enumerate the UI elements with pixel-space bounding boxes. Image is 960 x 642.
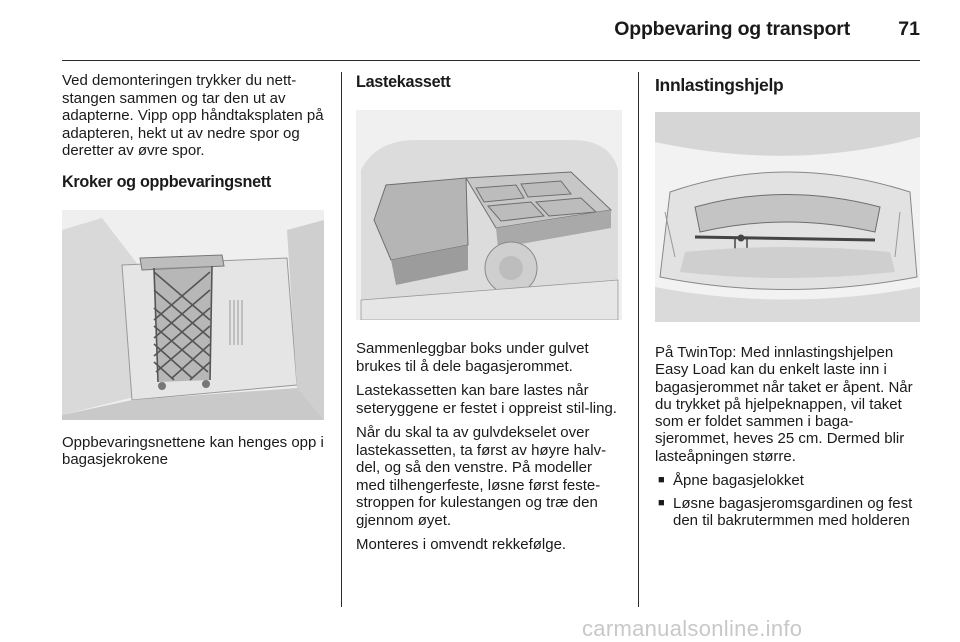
- intro-paragraph: Ved demonteringen trykker du nett-stangen sammen og tar den ut av adapterne. Vipp opp håndtaksplaten på adapteren, hekt ut av nedre spor og deretter av øvre spor.: [62, 72, 324, 159]
- bullet-square-icon: ■: [658, 474, 665, 487]
- page-number: 71: [898, 18, 920, 40]
- loading-aid-heading: Innlastingshjelp: [655, 75, 784, 95]
- column-divider-right: [638, 72, 639, 607]
- storage-net-drawing: [62, 210, 324, 420]
- header-rule: [62, 60, 920, 61]
- page-header-title: Oppbevaring og transport: [614, 18, 850, 40]
- hooks-net-heading: Kroker og oppbevaringsnett: [62, 172, 271, 191]
- hooks-net-caption: Oppbevaringsnettene kan henges opp i bagasjekrokene: [62, 433, 324, 468]
- watermark: carmanualsonline.info: [582, 616, 803, 641]
- loading-aid-drawing: [655, 112, 920, 322]
- column-3: [655, 72, 923, 535]
- loading-aid-steps: [655, 472, 923, 530]
- load-box-drawing: [356, 110, 622, 320]
- load-box-paragraph-4: Monteres i omvendt rekkefølge.: [356, 536, 567, 553]
- step-text: Løsne bagasjeromsgardinen og fest den til bakrutermmen med holderen: [673, 494, 913, 530]
- load-box-illustration: [356, 110, 622, 320]
- list-item: [655, 472, 923, 490]
- bullet-square-icon: ■: [658, 496, 665, 509]
- step-text: Åpne bagasjelokket: [673, 472, 804, 490]
- column-1: [62, 72, 324, 476]
- column-divider-left: [341, 72, 342, 607]
- column-2: [356, 72, 624, 561]
- list-item: [655, 495, 923, 530]
- load-box-paragraph-2: Lastekassetten kan bare lastes når seteryggene er festet i oppreist stil-ling.: [356, 382, 617, 417]
- load-box-paragraph-1: Sammenleggbar boks under gulvet brukes til å dele bagasjerommet.: [356, 340, 589, 375]
- load-box-paragraph-3: Når du skal ta av gulvdekselet over lastekassetten, ta først av høyre halv-del, og så den venstre. På modeller med tilhengerfeste, løsne først feste-stroppen for kulestangen og træ den gjennom øyet.: [356, 424, 607, 529]
- load-box-heading: Lastekassett: [356, 73, 451, 91]
- loading-aid-paragraph: På TwinTop: Med innlastingshjelpen Easy Load kan du enkelt laste inn i bagasjerommet når taket er åpent. Når du trykket på hjelpeknappen, vil taket som er foldet sammen i baga-sjerommet, heves 25 cm. Dermed blir lasteåpningen større.: [655, 344, 913, 465]
- loading-aid-illustration: [655, 112, 920, 322]
- storage-net-illustration: [62, 210, 324, 420]
